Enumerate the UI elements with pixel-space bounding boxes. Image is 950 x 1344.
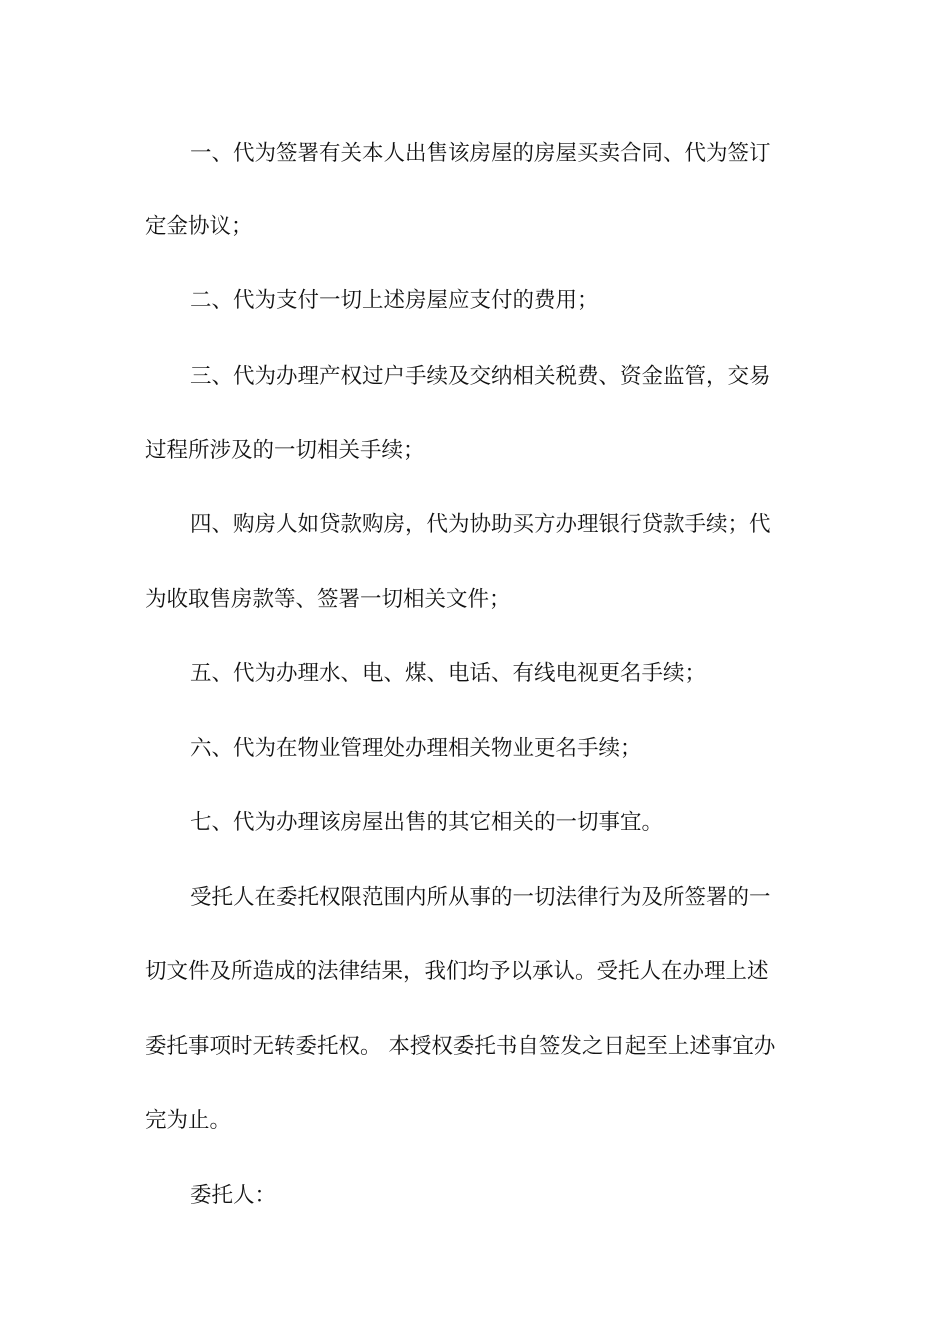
clause-5: 五、代为办理水、电、煤、电话、有线电视更名手续； (190, 661, 707, 686)
clause-7: 七、代为办理该房屋出售的其它相关的一切事宜。 (190, 810, 664, 835)
statement-line-2: 切文件及所造成的法律结果，我们均予以承认。受托人在办理上述 (145, 959, 769, 984)
clause-1-line-1: 一、代为签署有关本人出售该房屋的房屋买卖合同、代为签订 (190, 141, 771, 166)
clause-6: 六、代为在物业管理处办理相关物业更名手续； (190, 736, 642, 761)
clause-2: 二、代为支付一切上述房屋应支付的费用； (190, 288, 599, 313)
clause-3-line-2: 过程所涉及的一切相关手续； (145, 438, 425, 463)
statement-line-1: 受托人在委托权限范围内所从事的一切法律行为及所签署的一 (190, 885, 771, 910)
statement-line-3: 委托事项时无转委托权。 本授权委托书自签发之日起至上述事宜办 (145, 1034, 776, 1059)
clause-3-line-1: 三、代为办理产权过户手续及交纳相关税费、资金监管，交易 (190, 364, 771, 389)
clause-4-line-2: 为收取售房款等、签署一切相关文件； (145, 587, 511, 612)
clause-4-line-1: 四、购房人如贷款购房，代为协助买方办理银行贷款手续；代 (190, 512, 771, 537)
principal-label: 委托人： (190, 1183, 277, 1208)
statement-line-4: 完为止。 (145, 1108, 232, 1133)
clause-1-line-2: 定金协议； (145, 214, 253, 239)
